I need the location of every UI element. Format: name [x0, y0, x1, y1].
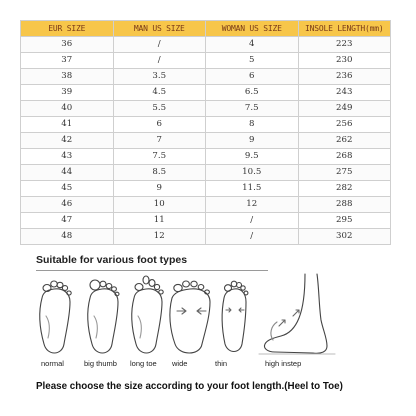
- insole-length-cell: 249: [298, 101, 391, 117]
- foot-label-wide: wide: [172, 359, 188, 368]
- size-guide-note: Please choose the size according to your foot length.(Heel to Toe): [36, 381, 343, 392]
- woman-us-size-cell: 6: [206, 69, 299, 85]
- insole-length-cell: 302: [298, 229, 391, 245]
- header-eur-size: EUR SIZE: [21, 21, 114, 37]
- eur-size-cell: 45: [21, 181, 114, 197]
- table-row: [21, 213, 391, 229]
- size-chart-table: [20, 20, 391, 245]
- woman-us-size-cell: 10.5: [206, 165, 299, 181]
- man-us-size-cell: 9: [113, 181, 206, 197]
- woman-us-size-cell: 12: [206, 197, 299, 213]
- table-row: [21, 133, 391, 149]
- eur-size-cell: 44: [21, 165, 114, 181]
- insole-length-cell: 262: [298, 133, 391, 149]
- insole-length-cell: 275: [298, 165, 391, 181]
- man-us-size-cell: 4.5: [113, 85, 206, 101]
- insole-length-cell: 282: [298, 181, 391, 197]
- table-row: [21, 197, 391, 213]
- header-insole-length: INSOLE LENGTH(mm): [298, 21, 391, 37]
- table-row: [21, 165, 391, 181]
- wide-foot-icon: [170, 281, 210, 353]
- woman-us-size-cell: 9: [206, 133, 299, 149]
- big-thumb-foot-icon: [88, 280, 119, 353]
- eur-size-cell: 36: [21, 37, 114, 53]
- man-us-size-cell: 8.5: [113, 165, 206, 181]
- woman-us-size-cell: 7.5: [206, 101, 299, 117]
- header-woman-us-size: WOMAN US SIZE: [206, 21, 299, 37]
- insole-length-cell: 223: [298, 37, 391, 53]
- table-row: [21, 85, 391, 101]
- eur-size-cell: 39: [21, 85, 114, 101]
- eur-size-cell: 37: [21, 53, 114, 69]
- man-us-size-cell: 11: [113, 213, 206, 229]
- table-row: [21, 53, 391, 69]
- foot-label-big-thumb: big thumb: [84, 359, 117, 368]
- foot-label-long-toe: long toe: [130, 359, 157, 368]
- woman-us-size-cell: 9.5: [206, 149, 299, 165]
- eur-size-cell: 43: [21, 149, 114, 165]
- header-man-us-size: MAN US SIZE: [113, 21, 206, 37]
- man-us-size-cell: /: [113, 37, 206, 53]
- woman-us-size-cell: 4: [206, 37, 299, 53]
- man-us-size-cell: 3.5: [113, 69, 206, 85]
- man-us-size-cell: 10: [113, 197, 206, 213]
- high-instep-foot-icon: [259, 274, 335, 354]
- woman-us-size-cell: /: [206, 229, 299, 245]
- table-row: [21, 149, 391, 165]
- woman-us-size-cell: 5: [206, 53, 299, 69]
- man-us-size-cell: 7: [113, 133, 206, 149]
- foot-types-heading: Suitable for various foot types: [36, 254, 188, 266]
- table-body: [21, 37, 391, 245]
- woman-us-size-cell: 8: [206, 117, 299, 133]
- eur-size-cell: 47: [21, 213, 114, 229]
- insole-length-cell: 268: [298, 149, 391, 165]
- table-row: [21, 37, 391, 53]
- woman-us-size-cell: 11.5: [206, 181, 299, 197]
- table-row: [21, 101, 391, 117]
- eur-size-cell: 38: [21, 69, 114, 85]
- insole-length-cell: 256: [298, 117, 391, 133]
- foot-label-normal: normal: [41, 359, 64, 368]
- eur-size-cell: 48: [21, 229, 114, 245]
- man-us-size-cell: /: [113, 53, 206, 69]
- eur-size-cell: 41: [21, 117, 114, 133]
- foot-type-labels: [0, 359, 416, 371]
- man-us-size-cell: 7.5: [113, 149, 206, 165]
- table-row: [21, 117, 391, 133]
- table-row: [21, 69, 391, 85]
- thin-foot-icon: [222, 281, 248, 351]
- foot-label-thin: thin: [215, 359, 228, 368]
- insole-length-cell: 230: [298, 53, 391, 69]
- eur-size-cell: 42: [21, 133, 114, 149]
- woman-us-size-cell: 6.5: [206, 85, 299, 101]
- insole-length-cell: 295: [298, 213, 391, 229]
- insole-length-cell: 243: [298, 85, 391, 101]
- foot-label-high-instep: high instep: [265, 359, 302, 368]
- table-row: [21, 181, 391, 197]
- man-us-size-cell: 5.5: [113, 101, 206, 117]
- eur-size-cell: 46: [21, 197, 114, 213]
- insole-length-cell: 236: [298, 69, 391, 85]
- normal-foot-icon: [40, 281, 71, 353]
- table-row: [21, 229, 391, 245]
- foot-types-illustration: [30, 268, 380, 363]
- table-header-row: [21, 21, 391, 37]
- man-us-size-cell: 6: [113, 117, 206, 133]
- man-us-size-cell: 12: [113, 229, 206, 245]
- insole-length-cell: 288: [298, 197, 391, 213]
- long-toe-foot-icon: [132, 276, 163, 353]
- eur-size-cell: 40: [21, 101, 114, 117]
- woman-us-size-cell: /: [206, 213, 299, 229]
